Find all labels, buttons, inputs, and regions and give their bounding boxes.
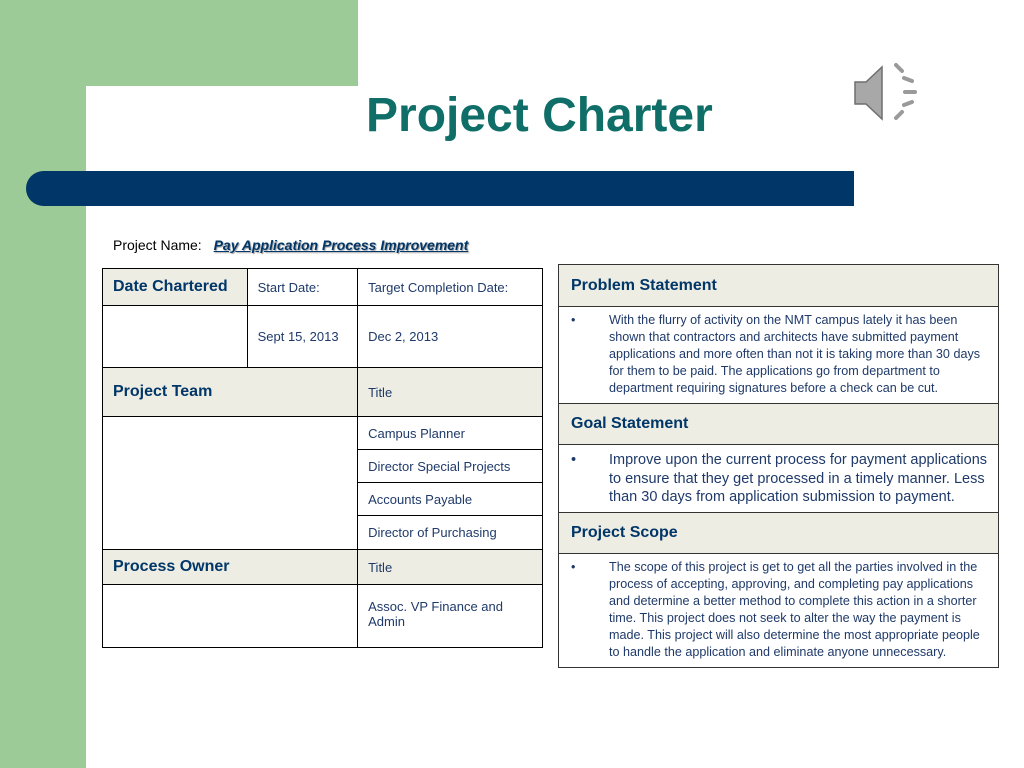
- slide-title: Project Charter: [366, 89, 713, 142]
- process-owner-name-cell: [103, 585, 358, 648]
- goal-bullet: [569, 451, 988, 507]
- target-completion-value: Dec 2, 2013: [358, 306, 543, 368]
- problem-bullet: [569, 312, 988, 397]
- team-title-header: Title: [358, 368, 543, 417]
- start-date-value: Sept 15, 2013: [247, 306, 358, 368]
- problem-statement-header: Problem Statement: [559, 265, 999, 307]
- speaker-icon[interactable]: [852, 58, 922, 128]
- team-title-row: Director Special Projects: [358, 450, 543, 483]
- project-scope-body: [559, 553, 999, 667]
- project-team-header: Project Team: [103, 368, 358, 417]
- project-name-line: [113, 237, 468, 253]
- team-title-row: Campus Planner: [358, 417, 543, 450]
- process-owner-header: Process Owner: [103, 550, 358, 585]
- date-chartered-value: [103, 306, 248, 368]
- bullet-icon: •: [571, 452, 577, 468]
- statements-table: [558, 264, 999, 668]
- problem-statement-body: [559, 307, 999, 404]
- goal-statement-header: Goal Statement: [559, 404, 999, 445]
- problem-statement-text: With the flurry of activity on the NMT campus lately it has been shown that contractors and architects have submitted payment applications and more often than not it is taking more than 30 days for them to be paid. The applications go from department to department requiring signatures before a check can be cut.: [609, 313, 981, 395]
- goal-statement-body: [559, 445, 999, 513]
- bullet-icon: •: [571, 313, 576, 327]
- bullet-icon: •: [571, 559, 576, 574]
- start-date-label: Start Date:: [247, 269, 358, 306]
- goal-statement-text: Improve upon the current process for payment applications to ensure that they get processed in a timely manner. Less than 30 days from application submission to payment.: [609, 452, 988, 505]
- target-completion-label: Target Completion Date:: [358, 269, 543, 306]
- title-bar: [26, 171, 854, 206]
- project-name-label: Project Name:: [113, 237, 202, 253]
- green-sidebar: [0, 0, 86, 768]
- scope-bullet: [569, 559, 988, 661]
- project-scope-text: The scope of this project is get to get all the parties involved in the process of accepting, approving, and completing pay applications and determine a better method to complete this action in a shorter time. This project does not seek to alter the way the payment is made. This project will also determine the most appropriate people to handle the application and eliminate anyone unnecessary.: [609, 559, 980, 659]
- charter-details-table: [102, 268, 543, 648]
- team-members-cell: [103, 417, 358, 550]
- project-scope-header: Project Scope: [559, 512, 999, 553]
- team-title-row: Director of Purchasing: [358, 516, 543, 550]
- owner-title-header: Title: [358, 550, 543, 585]
- green-top-band: [86, 0, 358, 86]
- team-title-row: Accounts Payable: [358, 483, 543, 516]
- owner-title-text: Assoc. VP Finance and Admin: [368, 599, 503, 629]
- process-owner-title: [358, 585, 543, 648]
- project-name-value: Pay Application Process Improvement: [213, 237, 469, 253]
- date-chartered-header: Date Chartered: [103, 269, 248, 306]
